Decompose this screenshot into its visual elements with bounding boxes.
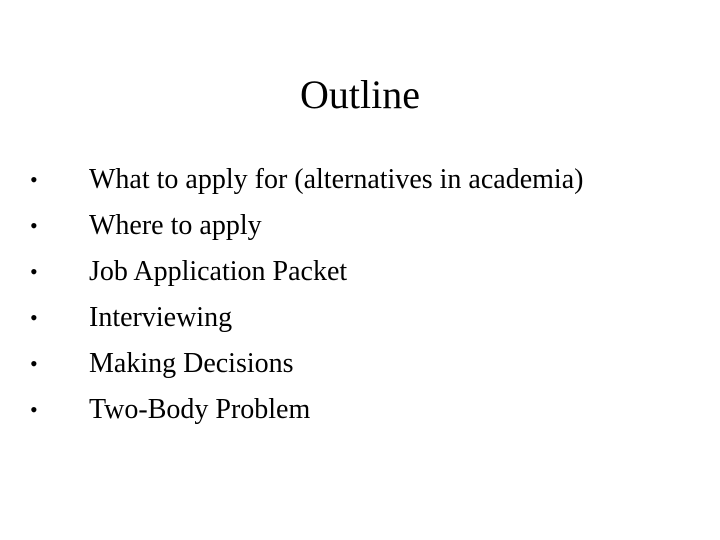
list-item (30, 203, 690, 249)
list-item (30, 157, 690, 203)
bullet-icon: • (30, 213, 38, 238)
list-item (30, 295, 690, 341)
bullet-icon: • (30, 305, 38, 330)
list-item-text: Interviewing (89, 302, 233, 333)
list-item (30, 341, 690, 387)
list-item (30, 249, 690, 295)
bullet-icon: • (30, 259, 38, 284)
bullet-icon: • (30, 351, 38, 376)
list-item-text: Job Application Packet (89, 256, 348, 287)
list-item-text: Where to apply (89, 210, 262, 241)
slide-title: Outline (300, 72, 420, 117)
list-item-text: Two-Body Problem (89, 394, 311, 425)
bullet-icon: • (30, 167, 38, 192)
list-item-text: Making Decisions (89, 348, 294, 379)
bullet-list (30, 157, 690, 433)
list-item-text: What to apply for (alternatives in academia) (89, 164, 584, 195)
bullet-icon: • (30, 397, 38, 422)
list-item (30, 387, 690, 433)
